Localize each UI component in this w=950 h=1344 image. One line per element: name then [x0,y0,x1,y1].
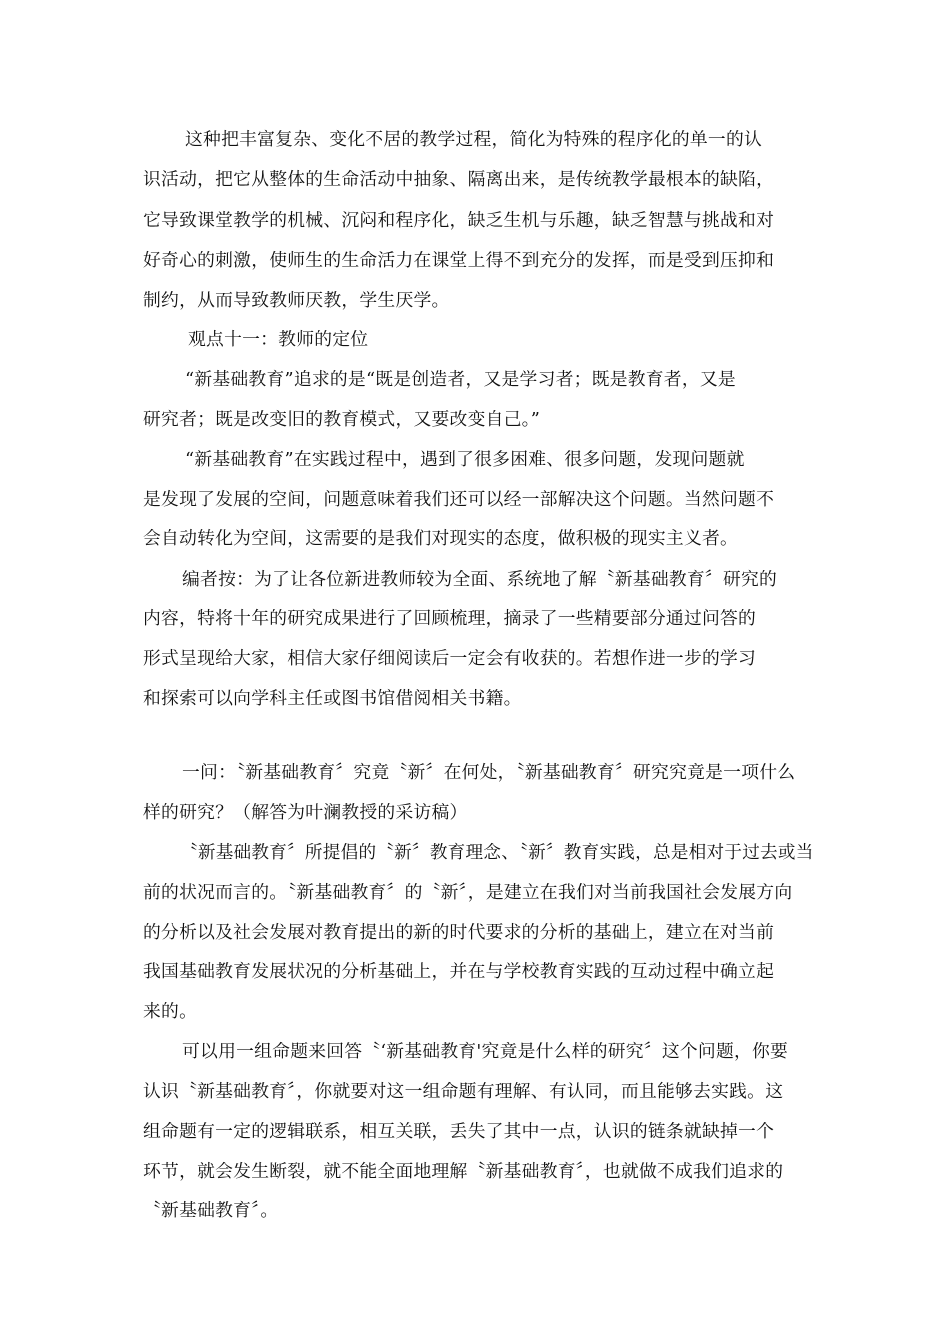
paragraph-4-line-1: “新基础教育”在实践过程中，遇到了很多困难、很多问题，发现问题就 [185,449,745,470]
answer-paragraph-1-line-4: 我国基础教育发展状况的分析基础上，并在与学校教育实践的互动过程中确立起 [143,961,775,982]
answer-paragraph-2-line-5: 〝新基础教育〞。 [143,1200,279,1221]
paragraph-1-line-2: 识活动，把它从整体的生命活动中抽象、隔离出来，是传统教学最根本的缺陷， [143,169,775,190]
editor-note-line-2: 内容，特将十年的研究成果进行了回顾梳理，摘录了一些精要部分通过问答的 [143,608,757,629]
paragraph-4-line-2: 是发现了发展的空间，问题意味着我们还可以经一部解决这个问题。当然问题不 [143,489,775,510]
question-line-1: 一问：〝新基础教育〞究竟〝新〞在何处，〝新基础教育〞研究究竟是一项什么 [182,762,796,783]
answer-paragraph-2-line-1: 可以用一组命题来回答〝‘新基础教育'究竟是什么样的研究〞这个问题，你要 [182,1041,789,1062]
paragraph-1-line-3: 它导致课堂教学的机械、沉闷和程序化，缺乏生机与乐趣，缺乏智慧与挑战和对 [143,210,775,231]
answer-paragraph-1-line-1: 〝新基础教育〞所提倡的〝新〞教育理念、〝新〞教育实践，总是相对于过去或当 [180,843,814,863]
paragraph-3-line-2: 研究者；既是改变旧的教育模式，又要改变自己。” [143,409,541,430]
answer-paragraph-1-line-2: 前的状况而言的。〝新基础教育〞的〝新〞，是建立在我们对当前我国社会发展方向 [143,882,793,903]
paragraph-1-line-1: 这种把丰富复杂、变化不居的教学过程，简化为特殊的程序化的单一的认 [185,129,763,150]
question-line-2: 样的研究？（解答为叶澜教授的采访稿） [143,802,468,823]
answer-paragraph-2-line-4: 环节，就会发生断裂，就不能全面地理解〝新基础教育〞，也就做不成我们追求的 [143,1161,784,1182]
paragraph-3-line-1: “新基础教育”追求的是“既是创造者，又是学习者；既是教育者，又是 [185,369,736,390]
answer-paragraph-1-line-3: 的分析以及社会发展对教育提出的新的时代要求的分析的基础上，建立在对当前 [143,922,775,943]
editor-note-line-3: 形式呈现给大家，相信大家仔细阅读后一定会有收获的。若想作进一步的学习 [143,648,757,669]
paragraph-1-line-4: 好奇心的刺激，使师生的生命活力在课堂上得不到充分的发挥，而是受到压抑和 [143,250,775,271]
editor-note-line-4: 和探索可以向学科主任或图书馆借阅相关书籍。 [143,688,522,709]
paragraph-4-line-3: 会自动转化为空间，这需要的是我们对现实的态度，做积极的现实主义者。 [143,528,739,549]
answer-paragraph-2-line-2: 认识〝新基础教育〞，你就要对这一组命题有理解、有认同，而且能够去实践。这 [143,1081,784,1102]
answer-paragraph-1-line-5: 来的。 [143,1001,198,1022]
paragraph-1-line-5: 制约，从而导致教师厌教，学生厌学。 [143,290,450,311]
section-heading: 观点十一：教师的定位 [188,329,369,350]
answer-paragraph-2-line-3: 组命题有一定的逻辑联系，相互关联，丢失了其中一点，认识的链条就缺掉一个 [143,1121,775,1142]
editor-note-line-1: 编者按：为了让各位新进教师较为全面、系统地了解〝新基础教育〞研究的 [182,569,778,590]
